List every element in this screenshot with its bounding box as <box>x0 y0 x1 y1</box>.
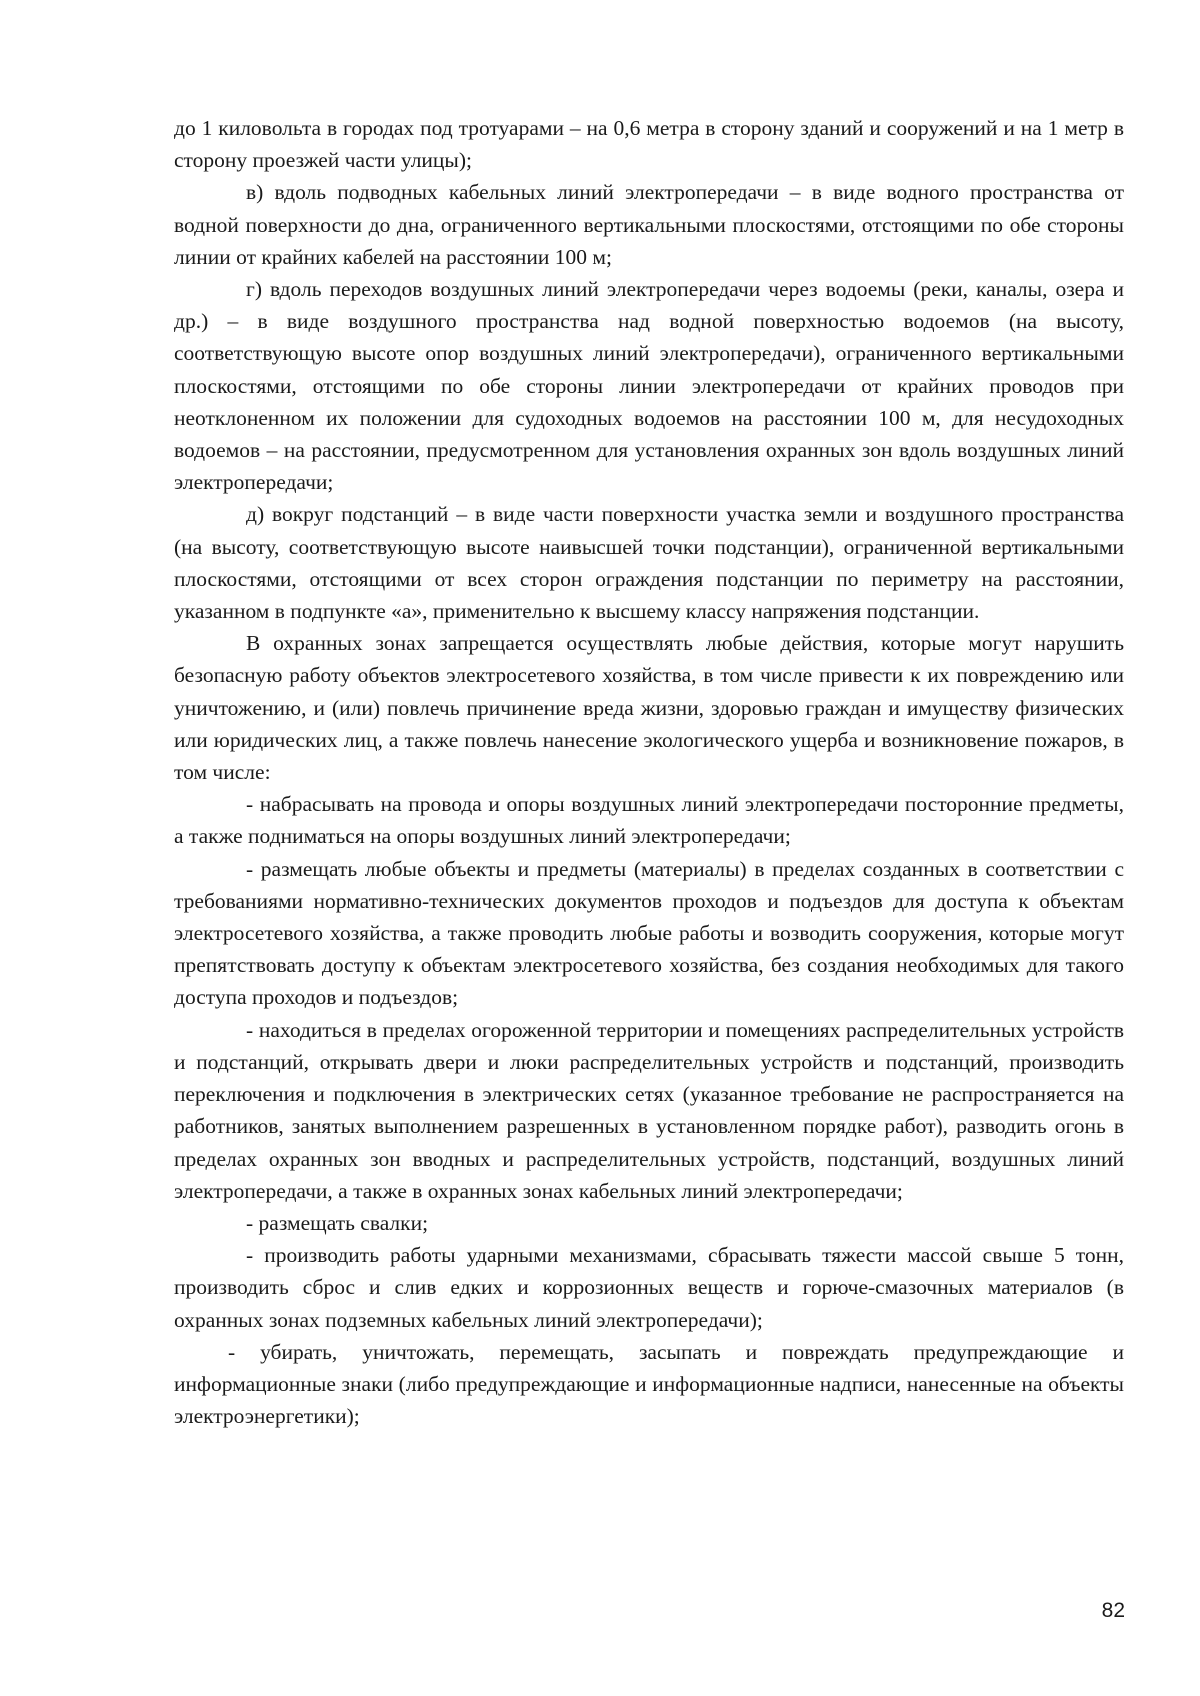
paragraph-item-d: д) вокруг подстанций – в виде части поверхности участка земли и воздушного пространства (на высоту, соответствующую высоте наивысшей точки подстанции), ограниченной вертикальными плоскостями, отстоящими от всех сторон ограждения подстанции по периметру на расстоянии, указанном в подпункте «а», применительно к высшему классу напряжения подстанции. <box>174 502 1124 624</box>
paragraph-continuation: до 1 киловольта в городах под тротуарами – на 0,6 метра в сторону зданий и сооружений и на 1 метр в сторону проезжей части улицы); <box>174 116 1124 173</box>
document-body <box>174 112 1124 1432</box>
list-item-placing-objects: - размещать любые объекты и предметы (материалы) в пределах созданных в соответствии с требованиями нормативно-технических документов проходов и подъездов для доступа к объектам электросетевого хозяйства, а также проводить любые работы и возводить сооружения, которые могут препятствовать доступу к объектам электросетевого хозяйства, без создания необходимых для такого доступа проходов и подъездов; <box>174 856 1124 1010</box>
list-item-restricted-areas: - находиться в пределах огороженной территории и помещениях распределительных устройств и подстанций, открывать двери и люки распределительных устройств и подстанций, производить переключения и подключения в электрических сетях (указанное требование не распространяется на работников, занятых выполнением разрешенных в установленном порядке работ), разводить огонь в пределах охранных зон вводных и распределительных устройств, подстанций, воздушных линий электропередачи, а также в охранных зонах кабельных линий электропередачи; <box>174 1017 1124 1203</box>
paragraph-item-v: в) вдоль подводных кабельных линий электропередачи – в виде водного пространства от водной поверхности до дна, ограниченного вертикальными плоскостями, отстоящими по обе стороны линии от крайних кабелей на расстоянии 100 м; <box>174 180 1124 269</box>
list-item-impact-works: - производить работы ударными механизмами, сбрасывать тяжести массой свыше 5 тонн, производить сброс и слив едких и коррозионных веществ и горюче-смазочных материалов (в охранных зонах подземных кабельных линий электропередачи); <box>174 1243 1124 1332</box>
list-item-warning-signs: - убирать, уничтожать, перемещать, засыпать и повреждать предупреждающие и информационные знаки (либо предупреждающие и информационные надписи, нанесенные на объекты электроэнергетики); <box>174 1339 1124 1429</box>
list-item-dumps: - размещать свалки; <box>246 1210 429 1235</box>
paragraph-item-g: г) вдоль переходов воздушных линий электропередачи через водоемы (реки, каналы, озера и др.) – в виде воздушного пространства над водной поверхностью водоемов (на высоту, соответствующую высоте опор воздушных линий электропередачи), ограниченного вертикальными плоскостями, отстоящими по обе стороны линии электропередачи от крайних проводов при неотклоненном их положении для судоходных водоемов на расстоянии 100 м, для несудоходных водоемов – на расстоянии, предусмотренном для установления охранных зон вдоль воздушных линий электропередачи; <box>174 277 1124 495</box>
list-item-throwing-objects: - набрасывать на провода и опоры воздушных линий электропередачи посторонние предметы, а также подниматься на опоры воздушных линий электропередачи; <box>174 792 1124 849</box>
paragraph-prohibitions-intro: В охранных зонах запрещается осуществлять любые действия, которые могут нарушить безопасную работу объектов электросетевого хозяйства, в том числе привести к их повреждению или уничтожению, и (или) повлечь причинение вреда жизни, здоровью граждан и имуществу физических или юридических лиц, а также повлечь нанесение экологического ущерба и возникновение пожаров, в том числе: <box>174 631 1124 785</box>
page-number: 82 <box>1101 1599 1125 1622</box>
